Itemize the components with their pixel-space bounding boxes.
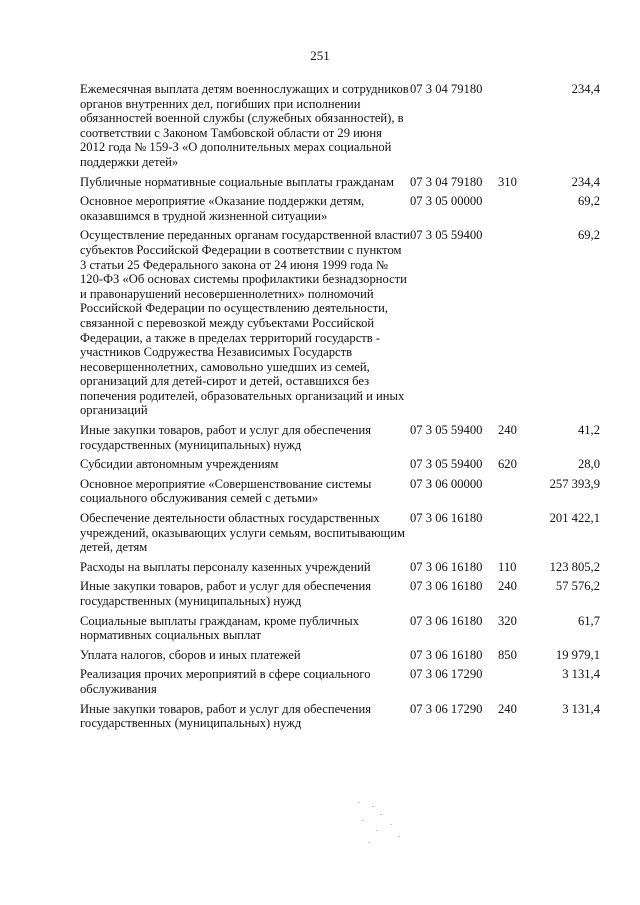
row-amount: 19 979,1 [555,647,600,662]
row-name: Уплата налогов, сборов и иных платежей [80,647,301,662]
row-target-code: 07 3 06 16180 [410,511,483,526]
table-row [80,82,600,175]
table-row [80,423,600,457]
row-name: Основное мероприятие «Оказание поддержки детям, оказавшимся в трудной жизненной ситуации» [80,194,365,223]
row-expense-type: 620 [498,457,517,472]
row-expense-type: 310 [498,174,517,189]
row-name: Расходы на выплаты персоналу казенных учреждений [80,559,371,574]
row-amount: 3 131,4 [562,701,600,716]
table-row [80,175,600,195]
row-target-code: 07 3 04 79180 [410,174,483,189]
scan-specks [350,800,410,850]
row-target-code: 07 3 05 59400 [410,457,483,472]
row-name: Иные закупки товаров, работ и услуг для обеспечения государственных (муниципальных) нужд [80,579,372,608]
table-row [80,614,600,648]
row-name: Публичные нормативные социальные выплаты гражданам [80,174,394,189]
table-row [80,477,600,511]
row-amount: 123 805,2 [549,559,600,574]
row-amount: 234,4 [571,82,600,96]
row-name: Субсидии автономным учреждениям [80,457,279,472]
row-name: Ежемесячная выплата детям военнослужащих и сотрудников органов внутренних дел, погибших при исполнении обязанностей военной службы (служебных обязанностей), в соответствии с Законом Тамбовской области от 29 июня 2012 года № 159-З «О дополнительных мерах социальной поддержки детей» [80,82,409,169]
table-row [80,667,600,701]
page-number: 251 [310,48,330,63]
budget-table [80,82,600,736]
table-row [80,457,600,477]
budget-table-body [80,82,600,736]
row-expense-type [498,477,528,511]
row-amount: 3 131,4 [562,667,600,682]
row-amount: 257 393,9 [549,476,600,491]
row-target-code: 07 3 05 59400 [410,423,483,438]
table-row [80,228,600,423]
row-name: Иные закупки товаров, работ и услуг для обеспечения государственных (муниципальных) нужд [80,423,372,452]
row-target-code: 07 3 06 16180 [410,613,483,628]
row-name: Иные закупки товаров, работ и услуг для обеспечения государственных (муниципальных) нужд [80,701,372,731]
row-expense-type: 850 [498,647,517,662]
row-target-code: 07 3 05 00000 [410,194,483,209]
row-expense-type [498,667,528,701]
row-expense-type [498,228,528,423]
table-row [80,579,600,613]
row-name: Основное мероприятие «Совершенствование системы социального обслуживания семей с детьми» [80,476,372,506]
row-amount: 28,0 [577,457,600,472]
row-target-code: 07 3 06 17290 [410,667,483,682]
row-target-code: 07 3 06 17290 [410,701,483,716]
row-expense-type: 240 [498,423,517,438]
row-name: Социальные выплаты гражданам, кроме публичных нормативных социальных выплат [80,613,359,643]
row-amount: 69,2 [577,194,600,209]
row-target-code: 07 3 05 59400 [410,228,483,243]
table-row [80,511,600,560]
row-expense-type [498,511,528,560]
row-target-code: 07 3 04 79180 [410,82,483,96]
row-expense-type [498,82,528,175]
row-expense-type [498,194,528,228]
table-row [80,194,600,228]
row-amount: 234,4 [571,174,600,189]
row-amount: 41,2 [577,423,600,438]
row-name: Осуществление переданных органам государственной власти субъектов Российской Федерации в соответствии с пунктом 3 статьи 25 Федерального закона от 24 июня 1999 года № 120-ФЗ «Об основах системы профилактики безнадзорности и правонарушений несовершеннолетних» полномочий Российской Федерации по осуществлению деятельности, связанной с перевозкой между субъектами Российской Федерации, а также в пределах территорий государств - участников Содружества Независимых Государств несовершеннолетних, самовольно ушедших из семей, организаций для детей-сирот и детей, оставшихся без попечения родителей, образовательных организаций и иных организаций [80,228,411,418]
row-target-code: 07 3 06 16180 [410,559,483,574]
row-expense-type: 110 [498,559,517,574]
row-target-code: 07 3 06 16180 [410,579,483,594]
row-name: Реализация прочих мероприятий в сфере социального обслуживания [80,667,371,696]
table-row [80,560,600,580]
row-target-code: 07 3 06 00000 [410,476,483,491]
row-amount: 57 576,2 [555,579,600,594]
row-expense-type: 320 [498,613,517,628]
row-amount: 61,7 [577,613,600,628]
row-name: Обеспечение деятельности областных государственных учреждений, оказывающих услуги семьям, воспитывающим детей, детям [80,511,405,555]
row-expense-type: 240 [498,579,517,594]
row-expense-type: 240 [498,701,517,716]
row-amount: 69,2 [577,228,600,243]
table-row [80,648,600,668]
table-row [80,702,600,736]
row-amount: 201 422,1 [549,511,600,526]
row-target-code: 07 3 06 16180 [410,647,483,662]
